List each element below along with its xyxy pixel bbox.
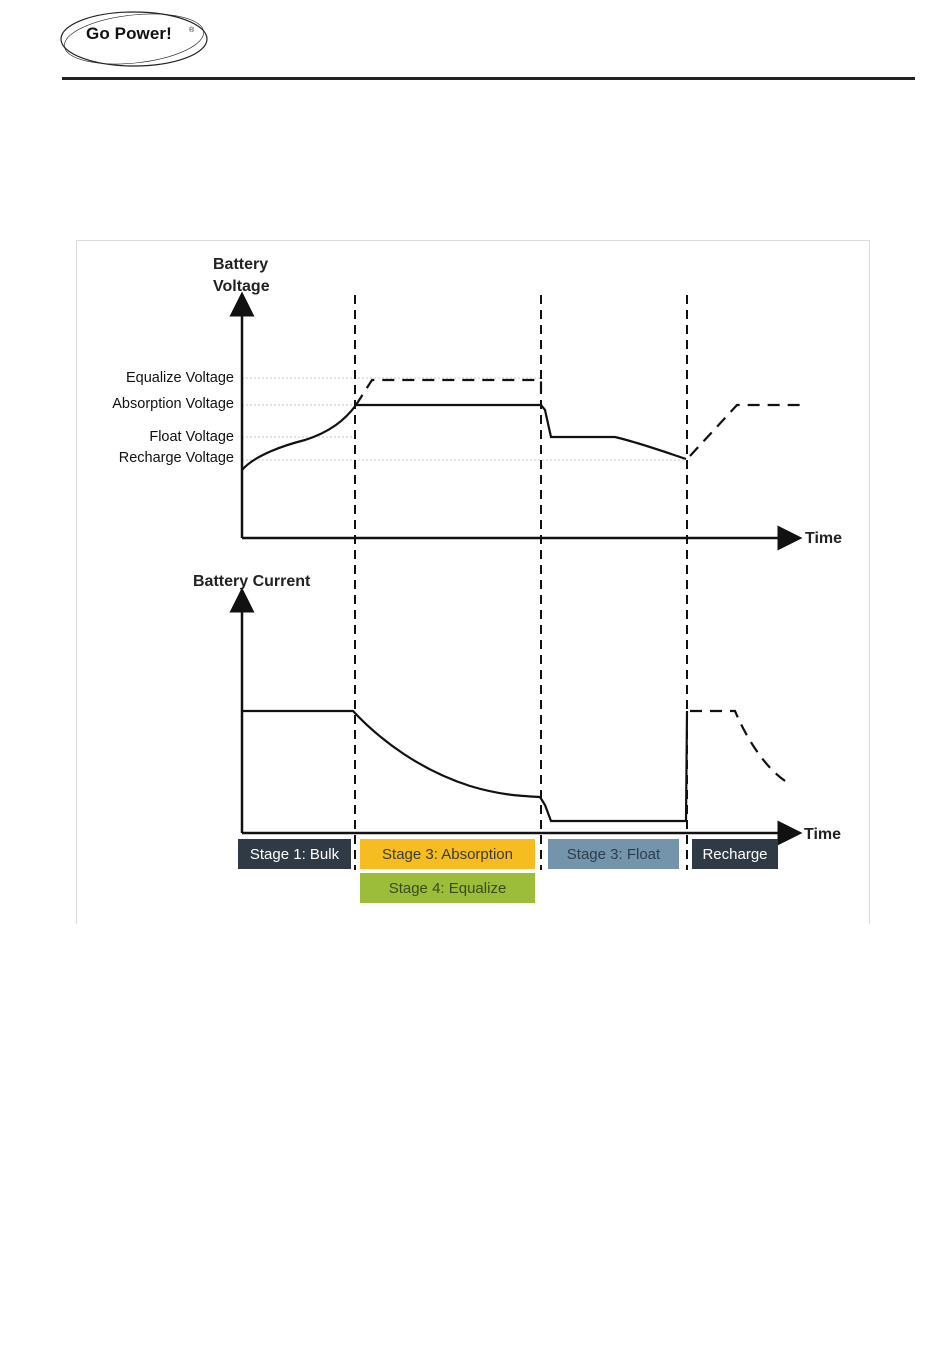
current-curve xyxy=(242,711,687,821)
stage-equalize-text: Stage 4: Equalize xyxy=(388,879,507,897)
equalize-voltage-label: Equalize Voltage xyxy=(125,370,234,386)
logo-text: Go Power! xyxy=(86,24,172,43)
recharge-voltage-curve xyxy=(690,405,805,456)
current-axis-label: Battery Current xyxy=(193,573,311,590)
float-voltage-label: Float Voltage xyxy=(149,429,234,445)
time-label-bottom: Time xyxy=(804,826,842,843)
stage-equalize-label xyxy=(360,873,535,903)
logo-registered-mark: ® xyxy=(189,27,195,34)
voltage-axis-label-line1: Battery xyxy=(213,256,269,273)
stage-float-text: Stage 3: Float xyxy=(566,845,661,863)
stage-absorption-label xyxy=(360,839,535,869)
recharge-voltage-label: Recharge Voltage xyxy=(118,450,234,466)
recharge-current-curve xyxy=(690,711,790,784)
stage-float-label xyxy=(548,839,679,869)
voltage-axis-label-line2: Voltage xyxy=(213,278,270,295)
stage-separators xyxy=(355,295,687,870)
equalize-voltage-curve xyxy=(356,380,541,405)
stage-recharge-text: Recharge xyxy=(702,845,768,863)
voltage-guide-lines xyxy=(242,378,686,460)
time-label-top: Time xyxy=(805,530,843,547)
stage-bulk-label xyxy=(238,839,351,869)
stage-absorption-text: Stage 3: Absorption xyxy=(382,845,513,863)
stage-bulk-text: Stage 1: Bulk xyxy=(249,845,340,863)
absorption-voltage-label: Absorption Voltage xyxy=(112,396,234,412)
stage-recharge-label xyxy=(692,839,778,869)
